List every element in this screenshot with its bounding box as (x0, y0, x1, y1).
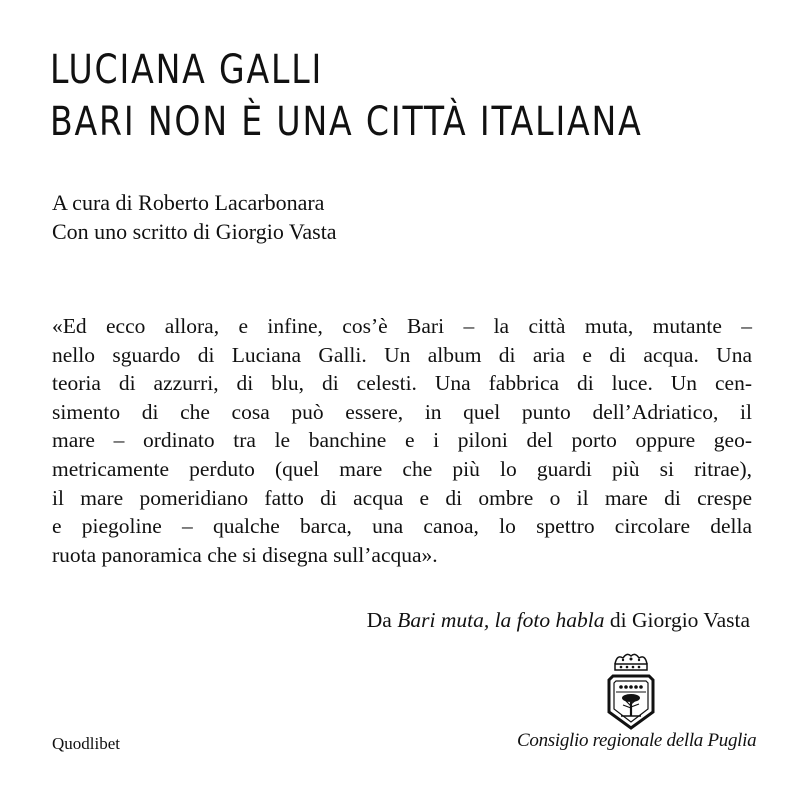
quote-source (367, 608, 750, 633)
book-title (50, 44, 643, 148)
source-prefix: Da (366, 608, 398, 632)
quote-line: simento di che cosa può essere, in quel punto dell’Adriatico, il (52, 399, 752, 424)
shield-icon (609, 676, 653, 728)
credits (52, 188, 337, 246)
quote-line: mare – ordinato tra le banchine e i piloni del porto oppure geo- (52, 428, 752, 453)
publisher-name: Quodlibet (52, 734, 120, 753)
regional-council-logo: Consiglio regionale della Puglia (517, 730, 757, 751)
quote-line: e piegoline – qualche barca, una canoa, lo spettro circolare della (52, 514, 752, 539)
credit-editor: A cura di Roberto Lacarbonara (52, 190, 325, 215)
quote-line: il mare pomeridiano fatto di acqua e di ombre o il mare di crespe (52, 485, 752, 510)
title-main: BARI NON È UNA CITTÀ ITALIANA (50, 99, 643, 145)
source-work-title: Bari muta, la foto habla (397, 608, 605, 632)
credit-essay: Con uno scritto di Giorgio Vasta (52, 219, 337, 244)
coat-of-arms-icon (603, 650, 659, 730)
source-suffix: di Giorgio Vasta (604, 608, 750, 632)
title-author: LUCIANA GALLI (50, 47, 324, 93)
quote-line: «Ed ecco allora, e infine, cos’è Bari – la città muta, mutante – (52, 314, 752, 338)
quote-block (52, 312, 752, 569)
quote-line: metricamente perduto (quel mare che più lo guardi più si ritrae), (52, 456, 752, 481)
quote-line: nello sguardo di Luciana Galli. Un album di aria e di acqua. Una (52, 342, 752, 367)
crown-icon (615, 654, 647, 670)
quote-line: ruota panoramica che si disegna sull’acqua». (52, 542, 438, 567)
quote-line: teoria di azzurri, di blu, di celesti. Una fabbrica di luce. Un cen- (52, 371, 752, 396)
